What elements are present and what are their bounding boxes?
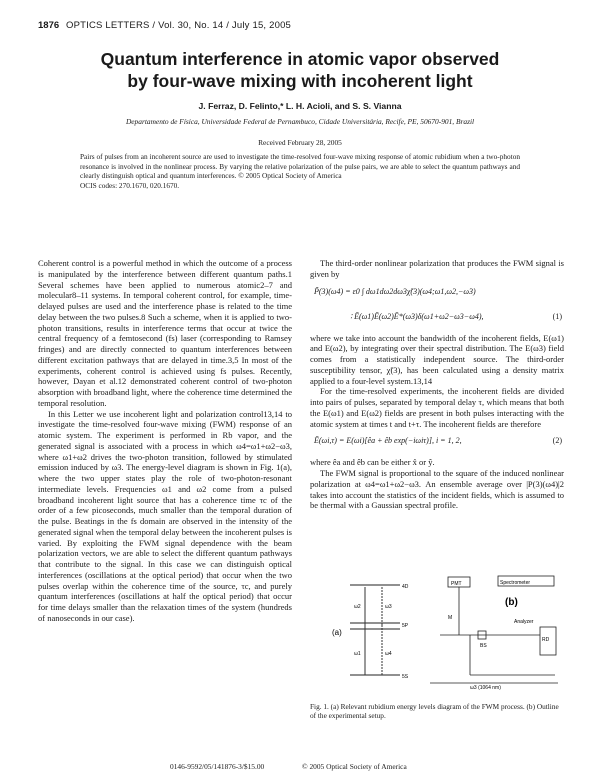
received-date: Received February 28, 2005 xyxy=(258,138,342,147)
right-column xyxy=(310,258,564,511)
right-paragraph-4: where êa and êb can be either x̂ or ŷ. xyxy=(310,457,435,468)
right-paragraph-2: where we take into account the bandwidth of the incoherent fields, E(ω1) and E(ω2), by integrating over their spectral distribution. The E(ω3) field comes from a statistically independent source. The third-order susceptibility tensor, χ̃(3), has been calculated using a density matrix applied to a four-level system.13,14 xyxy=(310,332,564,386)
figure-label-b: (b) xyxy=(505,597,518,608)
equation-2-number: (2) xyxy=(552,436,562,446)
figure-1 xyxy=(330,575,560,690)
title-line-1: Quantum interference in atomic vapor observed xyxy=(100,49,500,69)
ocis-codes: OCIS codes: 270.1670, 020.1670. xyxy=(80,180,180,190)
left-paragraph-2: In this Letter we use incoherent light and polarization control13,14 to investigate the time-resolved four-wave mixing (FWM) response of an atomic system. The experiment is performed in Rb vapor, and the generated signal is associated with a process in which ω4=ω1+ω2−ω3, where ω1+ω2 drives the two-photon transition, followed by stimulated emission induced by ω3. The energy-level diagram is shown in Fig. 1(a), where the two upper states play the role of two-photon-resonant intermediate levels. Frequencies ω1 and ω2 come from a pulsed broadband incoherent light source that has a coherence time τc of the order of a few picoseconds, much smaller than the temporal duration of the pulse. Beatings in the fs domain are observed in the intensity of the generated signal when the temporal delay between the incoherent pulses is varied. By exploiting the FWM signal dependence with the beam polarization vectors, we are able to select the different quantum pathways that contribute to the signal. In this case we can distinguish optical interferences (oscillations at the optical period) that occur when the two pulses overlap within the coherence time of the source, τc, and purely quantum interferences (oscillations at half the optical period) that occur for time delays smaller than the relaxation times of the system (hundreds of nanoseconds in our case). xyxy=(38,408,292,623)
affiliation: Departamento de Física, Universidade Federal de Pernambuco, Cidade Universitária, Recife, PE, 50670-901, Brazil xyxy=(125,117,475,126)
freq-label-omega4: ω4 xyxy=(385,651,392,657)
equation-1-text-b: ∶ Ē(ω1)Ē(ω2)Ē*(ω3)δ(ω1+ω2−ω3−ω4), xyxy=(350,311,484,321)
equation-1-text-a: P̃(3)(ω4) = ε0 ∫ dω1dω2dω3χ̃(3)(ω4;ω1,ω2,−ω3) xyxy=(314,286,476,296)
freq-label-omega2: ω2 xyxy=(354,604,361,610)
authors: J. Ferraz, D. Felinto,* L. H. Acioli, and S. S. Vianna xyxy=(198,101,402,111)
right-paragraph-1: The third-order nonlinear polarization that produces the FWM signal is given by xyxy=(310,258,564,279)
analyzer-label: Analyzer xyxy=(514,619,534,625)
pmt-label: PMT xyxy=(451,581,462,587)
right-paragraph-5: The FWM signal is proportional to the square of the induced nonlinear polarization at ω4=ω1+ω2−ω3. An ensemble average over |P(3)(ω4)|2 takes into account the statistics of the incident fields, which is assumed to be thermal with a Gaussian spectral profile. xyxy=(310,468,564,511)
page-number: 1876 xyxy=(38,20,60,31)
left-paragraph-1: Coherent control is a powerful method in which the outcome of a process is manipulated by the interference between different quantum paths.1 Several schemes have been applied to numerous atomic2–7 and molecular8–11 systems. In temporal coherent control, for example, time-delayed pulses are used and the interference phase is related to the time delay between the two pulses.8 Such a scheme, when it is applied to two-photon transitions, results in interference terms that occur at twice the central frequency of a femtosecond (fs) laser (corresponding to Ramsey fringes) and are directly connected to quantum interferences between different excitation pathways that are delayed in time.3,5 In most of the experiments, coherent control is achieved using fs pulses. Recently, however, Dayan et al.12 demonstrated coherent control of two-photon absorption with broadband light, where the coherence time determined the temporal resolution. xyxy=(38,258,292,408)
abstract xyxy=(80,152,520,190)
equation-2-text: Ē(ωi,τ) = E(ωi)[êa + êb exp(−iωiτ)], i = 1, 2, xyxy=(314,436,462,446)
left-column xyxy=(38,258,292,624)
rd-label: RD xyxy=(542,637,550,643)
level-label-5s: 5S xyxy=(402,674,409,680)
freq-label-omega1: ω1 xyxy=(354,651,361,657)
figure-label-a: (a) xyxy=(332,628,342,637)
journal-header: OPTICS LETTERS / Vol. 30, No. 14 / July 15, 2005 xyxy=(66,20,292,31)
bottom-beam-label: ω3 (1064 nm) xyxy=(470,685,501,690)
title-line-2: by four-wave mixing with incoherent light xyxy=(127,71,473,91)
equation-2 xyxy=(310,432,564,454)
abstract-text: Pairs of pulses from an incoherent source are used to investigate the time-resolved four-wave mixing response of atomic rubidium when a two-photon resonance is involved in the nonlinear process. By varying the relative polarization of the pulse pairs, we are able to select the quantum pathways and clearly distinguish optical and quantum interferences. © 2005 Optical Society of America xyxy=(80,152,520,181)
spectrometer-label: Spectrometer xyxy=(500,580,531,586)
equation-1-line-1 xyxy=(310,283,564,305)
experimental-setup xyxy=(430,576,558,690)
paper-title xyxy=(40,48,560,92)
footer-copyright: © 2005 Optical Society of America xyxy=(302,762,407,771)
mirror-label: M xyxy=(448,615,453,621)
level-label-5p: 5P xyxy=(402,623,409,629)
figure-caption: Fig. 1. (a) Relevant rubidium energy levels diagram of the FWM process. (b) Outline of the experimental setup. xyxy=(310,702,559,721)
level-label-4d: 4D xyxy=(402,584,409,590)
equation-1-line-2 xyxy=(310,308,564,330)
energy-level-diagram xyxy=(332,584,409,680)
footer-code: 0146-9592/05/141876-3/$15.00 xyxy=(170,762,265,771)
beam-splitter-label: BS xyxy=(480,643,487,649)
equation-1-number: (1) xyxy=(552,311,562,321)
right-paragraph-3: For the time-resolved experiments, the incoherent fields are divided into pairs of pulses, separated by temporal delay τ, which means that both the E(ω1) and E(ω2) fields are present in both pulses interacting with the atomic system at times t and t+τ. The incoherent fields are therefore xyxy=(310,386,564,429)
freq-label-omega3: ω3 xyxy=(385,604,392,610)
